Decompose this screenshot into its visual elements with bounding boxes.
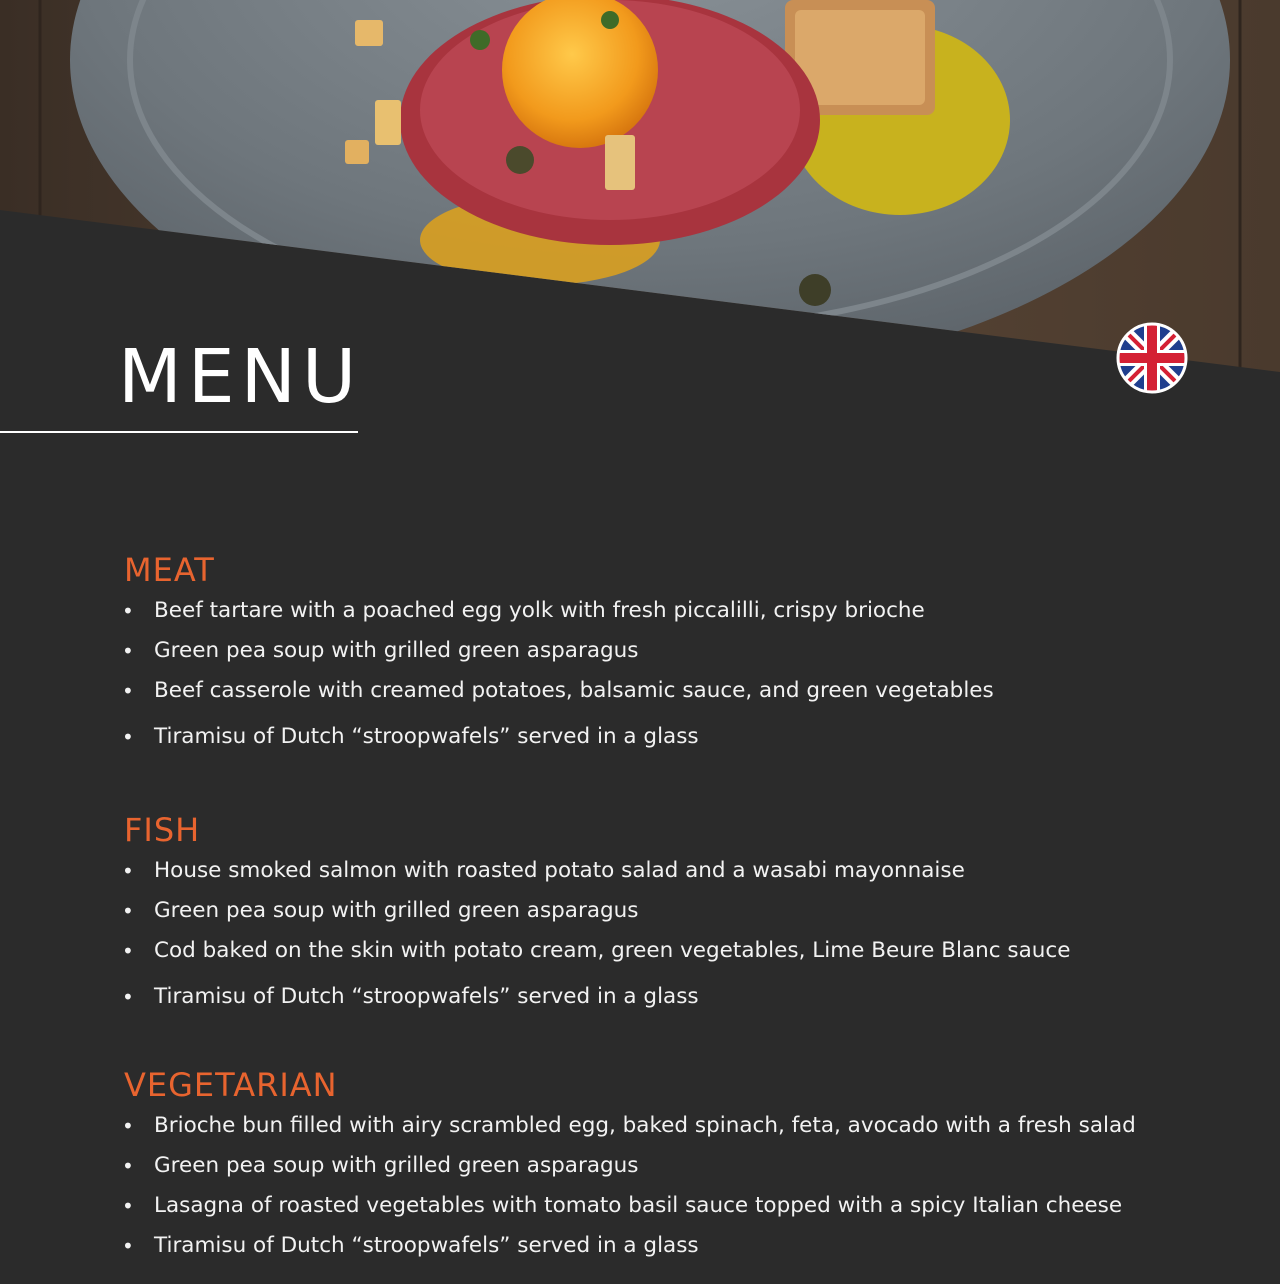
section-fish: [124, 812, 1224, 1024]
list-item: [124, 678, 1224, 718]
menu-item-text: Cod baked on the skin with potato cream, green vegetables, Lime Beure Blanc sauce: [154, 938, 1071, 963]
section-meat: [124, 552, 1224, 764]
page-title: MENU: [118, 334, 363, 420]
list-item: [124, 724, 1224, 764]
section-heading: VEGETARIAN: [124, 1066, 338, 1104]
list-item: [124, 1153, 1224, 1193]
menu-item-text: Green pea soup with grilled green asparagus: [154, 1153, 639, 1178]
menu-item-text: Green pea soup with grilled green asparagus: [154, 638, 639, 663]
bullet-icon: •: [122, 1234, 134, 1258]
list-item: [124, 1233, 1224, 1273]
list-item: [124, 1193, 1224, 1233]
menu-item-text: Beef casserole with creamed potatoes, balsamic sauce, and green vegetables: [154, 678, 994, 703]
bullet-icon: •: [122, 725, 134, 749]
list-item: [124, 598, 1224, 638]
list-item: [124, 984, 1224, 1024]
menu-item-text: Brioche bun filled with airy scrambled egg, baked spinach, feta, avocado with a fresh salad: [154, 1113, 1136, 1138]
menu-list: [124, 1113, 1224, 1273]
section-heading: FISH: [124, 811, 201, 849]
list-item: [124, 858, 1224, 898]
menu-item-text: Beef tartare with a poached egg yolk with fresh piccalilli, crispy brioche: [154, 598, 925, 623]
menu-item-text: Tiramisu of Dutch “stroopwafels” served in a glass: [154, 1233, 699, 1258]
bullet-icon: •: [122, 679, 134, 703]
bullet-icon: •: [122, 599, 134, 623]
menu-item-text: House smoked salmon with roasted potato salad and a wasabi mayonnaise: [154, 858, 965, 883]
menu-list: [124, 598, 1224, 764]
list-item: [124, 938, 1224, 978]
uk-flag-icon[interactable]: [1116, 322, 1188, 394]
bullet-icon: •: [122, 1194, 134, 1218]
title-underline: [0, 431, 358, 433]
bullet-icon: •: [122, 985, 134, 1009]
list-item: [124, 1113, 1224, 1153]
menu-item-text: Tiramisu of Dutch “stroopwafels” served in a glass: [154, 984, 699, 1009]
section-vegetarian: [124, 1067, 1224, 1273]
menu-list: [124, 858, 1224, 1024]
menu-item-text: Green pea soup with grilled green asparagus: [154, 898, 639, 923]
bullet-icon: •: [122, 859, 134, 883]
hero-food-photo: [0, 0, 1280, 380]
bullet-icon: •: [122, 1154, 134, 1178]
list-item: [124, 638, 1224, 678]
menu-item-text: Tiramisu of Dutch “stroopwafels” served in a glass: [154, 724, 699, 749]
bullet-icon: •: [122, 899, 134, 923]
list-item: [124, 898, 1224, 938]
section-heading: MEAT: [124, 551, 215, 589]
menu-item-text: Lasagna of roasted vegetables with tomato basil sauce topped with a spicy Italian cheese: [154, 1193, 1123, 1218]
bullet-icon: •: [122, 1114, 134, 1138]
bullet-icon: •: [122, 639, 134, 663]
bullet-icon: •: [122, 939, 134, 963]
